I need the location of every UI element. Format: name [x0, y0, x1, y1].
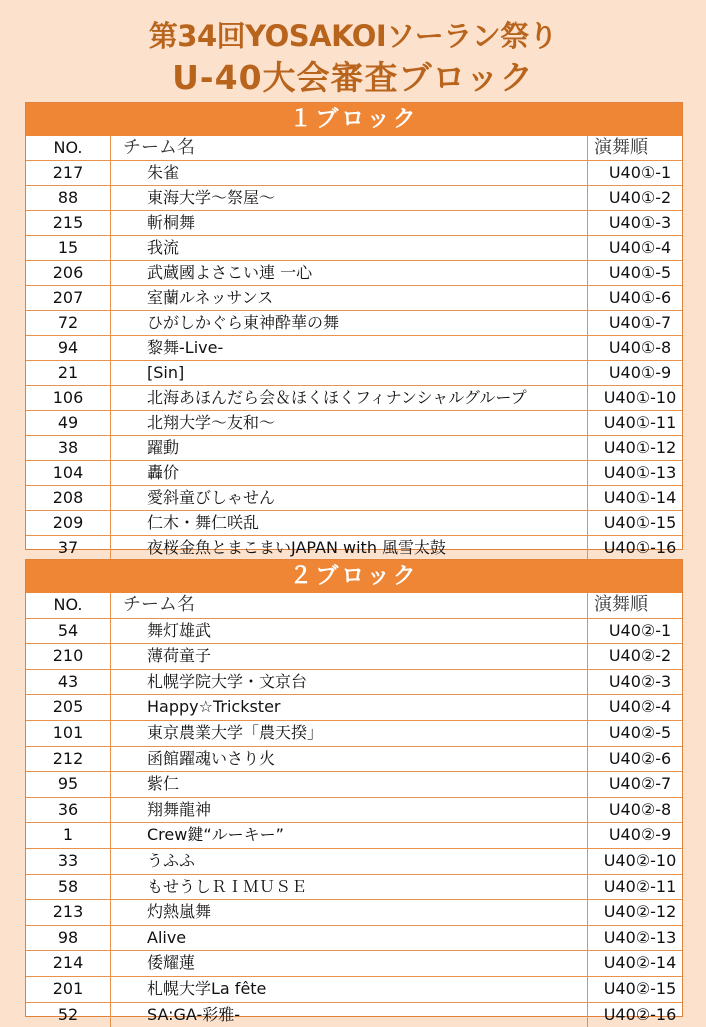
team-number: 206 [26, 261, 111, 285]
team-name: 愛斜童びしゃせん [111, 486, 588, 510]
team-number: 201 [26, 977, 111, 1002]
performance-order: U40②-8 [588, 798, 682, 823]
team-name: 夜桜金魚とまこまいJAPAN with 風雪太鼓 [111, 536, 588, 560]
performance-order: U40②-3 [588, 670, 682, 695]
performance-order: U40②-4 [588, 695, 682, 720]
table-row [26, 694, 682, 720]
performance-order: U40①-2 [588, 186, 682, 210]
table-row [26, 1002, 682, 1027]
team-number: 208 [26, 486, 111, 510]
block-2-rows [26, 593, 682, 1027]
team-name: もせうしＲＩＭＵＳＥ [111, 875, 588, 900]
page-subtitle: U-40大会審査ブロック [0, 52, 706, 99]
column-header-no: NO. [26, 593, 111, 618]
team-number: 213 [26, 900, 111, 925]
table-row [26, 235, 682, 260]
performance-order: U40①-16 [588, 536, 682, 560]
team-number: 215 [26, 211, 111, 235]
team-name: 斬桐舞 [111, 211, 588, 235]
table-row [26, 720, 682, 746]
team-name: 東京農業大学「農天揆」 [111, 721, 588, 746]
performance-order: U40②-6 [588, 747, 682, 772]
team-name: 我流 [111, 236, 588, 260]
block-2-header: ２ブロック [26, 560, 682, 593]
team-number: 212 [26, 747, 111, 772]
team-number: 49 [26, 411, 111, 435]
team-number: 205 [26, 695, 111, 720]
table-row [26, 460, 682, 485]
team-name: 札幌学院大学・文京台 [111, 670, 588, 695]
performance-order: U40①-11 [588, 411, 682, 435]
performance-order: U40②-13 [588, 926, 682, 951]
team-name: 黎舞-Live- [111, 336, 588, 360]
table-row [26, 410, 682, 435]
team-number: 104 [26, 461, 111, 485]
team-number: 1 [26, 823, 111, 848]
table-header-row [26, 136, 682, 160]
team-name: 武蔵國よさこい連 一心 [111, 261, 588, 285]
team-name: 札幌大学La fête [111, 977, 588, 1002]
performance-order: U40②-12 [588, 900, 682, 925]
team-name: 東海大学～祭屋～ [111, 186, 588, 210]
team-name: 躍動 [111, 436, 588, 460]
team-name: うふふ [111, 849, 588, 874]
table-row [26, 335, 682, 360]
team-number: 207 [26, 286, 111, 310]
block-1-table [25, 102, 683, 550]
team-number: 33 [26, 849, 111, 874]
team-number: 54 [26, 619, 111, 644]
performance-order: U40①-3 [588, 211, 682, 235]
team-name: 翔舞龍神 [111, 798, 588, 823]
table-row [26, 899, 682, 925]
performance-order: U40①-9 [588, 361, 682, 385]
table-row [26, 360, 682, 385]
team-number: 106 [26, 386, 111, 410]
team-number: 94 [26, 336, 111, 360]
team-name: Crew鍵“ルーキー” [111, 823, 588, 848]
team-number: 15 [26, 236, 111, 260]
page-title: 第34回YOSAKOIソーラン祭り [0, 14, 706, 55]
column-header-name: チーム名 [111, 593, 588, 618]
table-header-row [26, 593, 682, 618]
table-row [26, 925, 682, 951]
performance-order: U40②-10 [588, 849, 682, 874]
table-row [26, 310, 682, 335]
team-name: 灼熱嵐舞 [111, 900, 588, 925]
team-number: 38 [26, 436, 111, 460]
table-row [26, 210, 682, 235]
team-number: 217 [26, 161, 111, 185]
team-number: 95 [26, 772, 111, 797]
performance-order: U40①-13 [588, 461, 682, 485]
performance-order: U40②-5 [588, 721, 682, 746]
team-name: 北翔大学～友和～ [111, 411, 588, 435]
performance-order: U40②-2 [588, 644, 682, 669]
team-number: 36 [26, 798, 111, 823]
table-row [26, 160, 682, 185]
performance-order: U40①-7 [588, 311, 682, 335]
performance-order: U40①-1 [588, 161, 682, 185]
team-number: 21 [26, 361, 111, 385]
performance-order: U40②-15 [588, 977, 682, 1002]
performance-order: U40①-6 [588, 286, 682, 310]
table-row [26, 874, 682, 900]
table-row [26, 669, 682, 695]
column-header-name: チーム名 [111, 136, 588, 160]
performance-order: U40②-9 [588, 823, 682, 848]
table-row [26, 643, 682, 669]
team-number: 214 [26, 951, 111, 976]
block-1-header: １ブロック [26, 103, 682, 136]
team-name: ひがしかぐら東神酔華の舞 [111, 311, 588, 335]
performance-order: U40②-1 [588, 619, 682, 644]
table-row [26, 510, 682, 535]
table-row [26, 285, 682, 310]
table-row [26, 535, 682, 560]
table-row [26, 848, 682, 874]
performance-order: U40①-10 [588, 386, 682, 410]
performance-order: U40②-14 [588, 951, 682, 976]
team-name: 倭耀蓮 [111, 951, 588, 976]
column-header-order: 演舞順 [588, 593, 682, 618]
performance-order: U40①-4 [588, 236, 682, 260]
table-row [26, 771, 682, 797]
performance-order: U40①-15 [588, 511, 682, 535]
team-number: 72 [26, 311, 111, 335]
team-name: Alive [111, 926, 588, 951]
team-number: 88 [26, 186, 111, 210]
table-row [26, 385, 682, 410]
team-name: 舞灯雄武 [111, 619, 588, 644]
table-row [26, 260, 682, 285]
team-name: 朱雀 [111, 161, 588, 185]
team-number: 210 [26, 644, 111, 669]
team-number: 37 [26, 536, 111, 560]
team-name: 轟价 [111, 461, 588, 485]
performance-order: U40①-12 [588, 436, 682, 460]
table-row [26, 822, 682, 848]
table-row [26, 976, 682, 1002]
team-name: 仁木・舞仁咲乱 [111, 511, 588, 535]
table-row [26, 618, 682, 644]
team-name: [Sin] [111, 361, 588, 385]
team-number: 43 [26, 670, 111, 695]
team-name: SA:GA-彩雅- [111, 1003, 588, 1027]
team-name: 函館躍魂いさり火 [111, 747, 588, 772]
performance-order: U40①-14 [588, 486, 682, 510]
team-number: 98 [26, 926, 111, 951]
performance-order: U40①-8 [588, 336, 682, 360]
team-number: 101 [26, 721, 111, 746]
team-name: 北海あほんだら会＆ほくほくフィナンシャルグループ [111, 386, 588, 410]
team-name: 薄荷童子 [111, 644, 588, 669]
table-row [26, 950, 682, 976]
performance-order: U40②-16 [588, 1003, 682, 1027]
performance-order: U40②-11 [588, 875, 682, 900]
table-row [26, 485, 682, 510]
column-header-order: 演舞順 [588, 136, 682, 160]
block-1-rows [26, 136, 682, 560]
performance-order: U40②-7 [588, 772, 682, 797]
team-name: 紫仁 [111, 772, 588, 797]
block-2-table [25, 559, 683, 1017]
table-row [26, 797, 682, 823]
table-row [26, 185, 682, 210]
team-number: 209 [26, 511, 111, 535]
team-number: 52 [26, 1003, 111, 1027]
table-row [26, 746, 682, 772]
team-name: Happy☆Trickster [111, 695, 588, 720]
performance-order: U40①-5 [588, 261, 682, 285]
team-number: 58 [26, 875, 111, 900]
team-name: 室蘭ルネッサンス [111, 286, 588, 310]
table-row [26, 435, 682, 460]
column-header-no: NO. [26, 136, 111, 160]
